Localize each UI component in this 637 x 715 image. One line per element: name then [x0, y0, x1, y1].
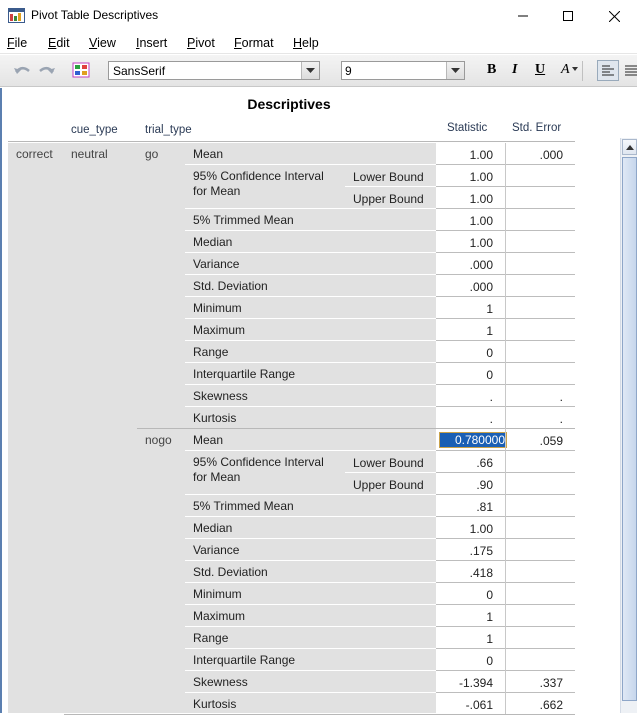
statistic-value-selected[interactable]: 0.780000	[439, 432, 507, 448]
block-divider	[137, 428, 575, 429]
pivot-trays-icon[interactable]	[72, 62, 90, 78]
close-icon	[609, 11, 620, 22]
statistic-label: Interquartile Range	[193, 367, 296, 381]
statistic-label: Minimum	[193, 587, 242, 601]
dependent-variable-label: correct	[16, 147, 53, 161]
scroll-thumb[interactable]	[622, 157, 637, 701]
font-family-select[interactable]	[108, 61, 320, 80]
statistic-label: Skewness	[193, 675, 248, 689]
statistic-label: Range	[193, 345, 229, 359]
underline-button[interactable]: U	[535, 62, 546, 77]
std-error-value[interactable]: .337	[539, 676, 563, 690]
bound-label: Lower Bound	[353, 456, 424, 470]
app-icon	[8, 8, 25, 23]
statistic-value[interactable]: 1	[486, 302, 493, 316]
menu-help[interactable]	[293, 36, 319, 50]
font-size-select[interactable]	[341, 61, 465, 80]
maximize-icon	[563, 11, 573, 21]
statistic-label: Variance	[193, 543, 240, 557]
menu-file-rest: ile	[14, 36, 28, 50]
statistic-value[interactable]: .90	[476, 478, 493, 492]
font-family-dropdown-button[interactable]	[301, 62, 319, 79]
vertical-scrollbar[interactable]	[620, 138, 637, 713]
minimize-icon	[518, 11, 528, 21]
menu-insert[interactable]	[136, 36, 167, 50]
font-family-value: SansSerif	[113, 64, 166, 78]
statistic-value[interactable]: 1.00	[469, 148, 493, 162]
std-error-value[interactable]: .	[559, 390, 563, 404]
align-left-icon	[602, 65, 615, 77]
window-edge	[0, 88, 2, 713]
menu-bar	[0, 32, 637, 54]
menu-help-key: H	[293, 36, 303, 50]
menu-view-key: V	[89, 36, 98, 50]
statistic-label-cont: for Mean	[193, 184, 241, 198]
menu-edit-rest: dit	[56, 36, 70, 50]
font-size-value: 9	[345, 64, 352, 78]
align-left-button[interactable]	[597, 60, 619, 81]
bound-label: Upper Bound	[353, 192, 424, 206]
statistic-label: Std. Deviation	[193, 565, 268, 579]
statistic-value[interactable]: 0	[486, 654, 493, 668]
toolbar	[0, 55, 637, 87]
statistic-label: 95% Confidence Interval	[193, 169, 324, 183]
trial-type-label: go	[145, 147, 159, 161]
statistic-label: Interquartile Range	[193, 653, 296, 667]
bound-label: Lower Bound	[353, 170, 424, 184]
statistic-value[interactable]: 1.00	[469, 170, 493, 184]
header-cue-type[interactable]: cue_type	[71, 124, 118, 136]
std-error-value[interactable]: .059	[539, 434, 563, 448]
cue-type-label: neutral	[71, 147, 108, 161]
menu-file-key: F	[7, 36, 15, 50]
header-divider	[8, 141, 575, 142]
statistic-label: Range	[193, 631, 229, 645]
statistic-label: Variance	[193, 257, 240, 271]
redo-icon[interactable]	[38, 63, 56, 77]
bound-label: Upper Bound	[353, 478, 424, 492]
statistic-value[interactable]: 1.00	[469, 214, 493, 228]
statistic-value[interactable]: 1.00	[469, 192, 493, 206]
statistic-label: Mean	[193, 147, 224, 161]
menu-edit-key: E	[48, 36, 57, 50]
close-button[interactable]	[591, 0, 637, 32]
menu-pivot[interactable]	[187, 36, 215, 50]
statistic-value[interactable]: 0	[486, 588, 493, 602]
statistic-label: 5% Trimmed Mean	[193, 213, 294, 227]
statistic-value[interactable]: 1.00	[469, 236, 493, 250]
statistic-value[interactable]: .	[489, 412, 493, 426]
scroll-up-button[interactable]	[622, 139, 637, 155]
text-color-dropdown-icon[interactable]	[572, 67, 578, 71]
statistic-value[interactable]: .66	[476, 456, 493, 470]
statistic-value[interactable]: .175	[469, 544, 493, 558]
window-title: Pivot Table Descriptives	[31, 8, 159, 22]
menu-help-rest: elp	[302, 36, 319, 50]
italic-button[interactable]: I	[512, 62, 518, 77]
table-title: Descriptives	[247, 96, 331, 112]
statistic-label: Median	[193, 521, 233, 535]
header-statistic[interactable]: Statistic	[447, 122, 488, 134]
column-divider	[505, 143, 506, 715]
menu-view[interactable]	[89, 36, 116, 50]
std-error-value[interactable]: .662	[539, 698, 563, 712]
menu-insert-rest: nsert	[139, 36, 168, 50]
statistic-value[interactable]: .	[489, 390, 493, 404]
statistic-value[interactable]: .000	[469, 258, 493, 272]
statistic-label: 95% Confidence Interval	[193, 455, 324, 469]
trial-type-label: nogo	[145, 433, 172, 447]
chevron-down-icon	[306, 68, 315, 73]
menu-format-rest: ormat	[241, 36, 274, 50]
std-error-value[interactable]: .000	[539, 148, 563, 162]
statistic-label: Mean	[193, 433, 224, 447]
statistic-value[interactable]: 1	[486, 610, 493, 624]
statistic-label: Median	[193, 235, 233, 249]
statistic-label-cont: for Mean	[193, 470, 241, 484]
statistic-label: 5% Trimmed Mean	[193, 499, 294, 513]
header-std-error[interactable]: Std. Error	[512, 122, 562, 134]
statistic-label: Skewness	[193, 389, 248, 403]
toolbar-separator	[582, 61, 583, 81]
statistic-value[interactable]: .81	[476, 500, 493, 514]
menu-file[interactable]	[7, 36, 27, 50]
statistic-value[interactable]: .000	[469, 280, 493, 294]
menu-edit[interactable]	[48, 36, 70, 50]
statistic-value[interactable]: -.061	[465, 698, 493, 712]
minimize-button[interactable]	[500, 0, 546, 32]
menu-pivot-rest: ivot	[195, 36, 215, 50]
menu-pivot-key: P	[187, 36, 196, 50]
undo-icon[interactable]	[13, 63, 31, 77]
menu-view-rest: iew	[97, 36, 116, 50]
statistic-value[interactable]: 1	[486, 632, 493, 646]
title-bar	[0, 0, 637, 32]
statistic-label: Std. Deviation	[193, 279, 268, 293]
statistic-label: Maximum	[193, 609, 246, 623]
statistic-value[interactable]: 1	[486, 324, 493, 338]
font-size-dropdown-button[interactable]	[446, 62, 464, 79]
menu-insert-key: I	[136, 36, 140, 50]
header-trial-type[interactable]: trial_type	[145, 124, 192, 136]
statistic-value[interactable]: .418	[469, 566, 493, 580]
statistic-value[interactable]: -1.394	[458, 676, 493, 690]
statistic-label: Maximum	[193, 323, 246, 337]
chevron-up-icon	[626, 145, 634, 150]
bold-button[interactable]: B	[487, 62, 497, 77]
chevron-down-icon	[451, 68, 460, 73]
statistic-value[interactable]: 1.00	[469, 522, 493, 536]
statistic-value[interactable]: 0	[486, 346, 493, 360]
maximize-button[interactable]	[545, 0, 591, 32]
align-justify-icon[interactable]	[625, 65, 637, 77]
text-color-button[interactable]: A	[561, 62, 570, 77]
statistic-label: Kurtosis	[193, 411, 237, 425]
std-error-value[interactable]: .	[559, 412, 563, 426]
statistic-label: Kurtosis	[193, 697, 237, 711]
menu-format[interactable]	[234, 36, 274, 50]
statistic-value[interactable]: 0	[486, 368, 493, 382]
statistic-label: Minimum	[193, 301, 242, 315]
menu-format-key: F	[234, 36, 242, 50]
